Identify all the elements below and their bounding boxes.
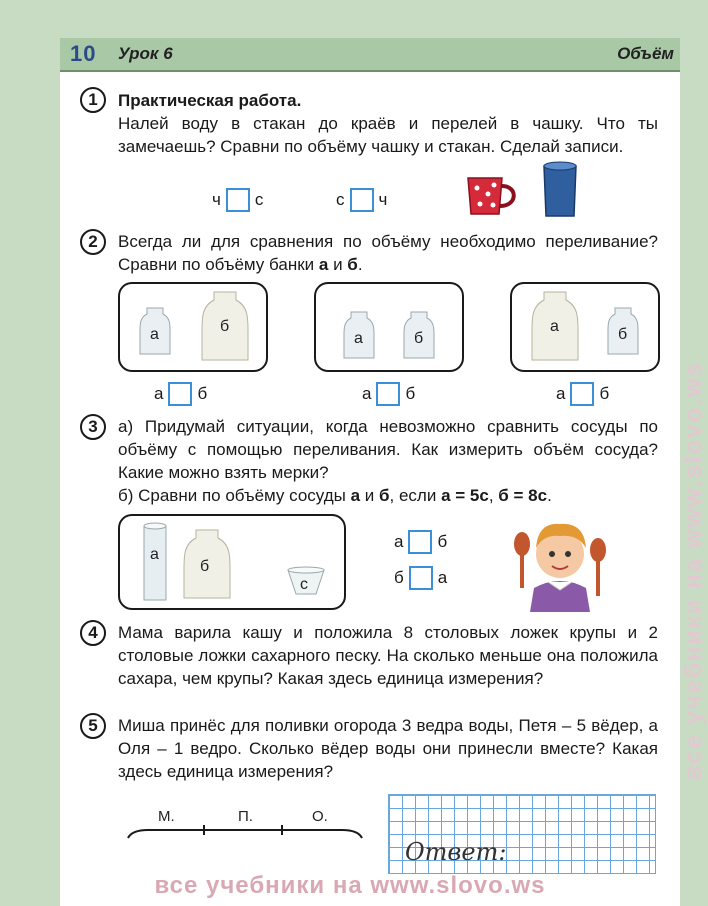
cup-icon [462, 168, 522, 218]
task-3a-text: а) Придумай ситуации, когда невозможно сравнить сосуды по объёму с помощью переливания. Как измерить объём сосуда? Какие можно взять мерки? [118, 417, 658, 482]
page-number: 10 [70, 41, 97, 66]
jar-a-label: а [150, 326, 159, 343]
task-2-text: Всегда ли для сравнения по объёму необходимо переливание? Сравни по объёму банки а и б. [118, 232, 658, 274]
comparison-1b: с ч [336, 188, 387, 212]
jar-a-label: а [354, 330, 363, 347]
vessel-b-label: б [200, 558, 210, 575]
watermark-bottom: все учебники на www.slovo.ws [154, 872, 546, 899]
answer-box[interactable] [226, 188, 250, 212]
jar-b-label: б [220, 318, 230, 335]
vessel-c-label: с [300, 576, 308, 593]
task-3b-text: б) Сравни по объёму сосуды а и б, если а = 5с, б = 8с. [118, 486, 552, 505]
task-1-text: Налей воду в стакан до краёв и перелей в чашку. Что ты замечаешь? Сравни по объёму чашку и стакан. Сделай записи. [118, 114, 658, 156]
task-5-text: Миша принёс для поливки огорода 3 ведра воды, Петя – 5 вёдер, а Оля – 1 ведро. Сколько вёдер воды они принесли вместе? Какая здесь единица измерения? [118, 716, 658, 781]
vessels-panel [118, 514, 346, 610]
jars-panel-1 [118, 282, 268, 372]
comparison-2b: а б [362, 382, 415, 406]
answer-label: Ответ: [405, 838, 507, 866]
jars-panel-3 [510, 282, 660, 372]
task-number-1: 1 [80, 87, 106, 113]
task-number-4: 4 [80, 620, 106, 646]
lesson-title: Урок 6 [118, 44, 173, 63]
watermark-side: все учебники на www.slovo.ws [680, 361, 707, 780]
comparison-3b: б а [394, 566, 447, 590]
task-number-3: 3 [80, 414, 106, 440]
jars-panel-2 [314, 282, 464, 372]
comparison-2c: а б [556, 382, 609, 406]
topic-title: Объём [617, 44, 674, 63]
task-4-text: Мама варила кашу и положила 8 столовых ложек крупы и 2 столовые ложки сахарного песку. На сколько меньше она положила сахара, чем крупы? Какая здесь единица измерения? [118, 623, 658, 688]
answer-box[interactable] [409, 566, 433, 590]
comparison-1a: ч с [212, 188, 263, 212]
answer-box[interactable] [350, 188, 374, 212]
answer-box[interactable] [376, 382, 400, 406]
jar-a-label: а [550, 318, 559, 335]
comparison-3a: а б [394, 530, 447, 554]
diagram-label-p: П. [238, 808, 253, 825]
task-number-2: 2 [80, 229, 106, 255]
answer-box[interactable] [408, 530, 432, 554]
diagram-label-m: М. [158, 808, 175, 825]
glass-icon [540, 160, 580, 220]
task-number-5: 5 [80, 713, 106, 739]
answer-box[interactable] [168, 382, 192, 406]
diagram-label-o: О. [312, 808, 328, 825]
answer-box[interactable] [570, 382, 594, 406]
child-with-spoons-illustration [508, 508, 612, 612]
jar-b-label: б [618, 326, 628, 343]
vessel-a-label: а [150, 546, 159, 563]
task-1-title: Практическая работа. [118, 91, 302, 110]
comparison-2a: а б [154, 382, 207, 406]
jar-b-label: б [414, 330, 424, 347]
